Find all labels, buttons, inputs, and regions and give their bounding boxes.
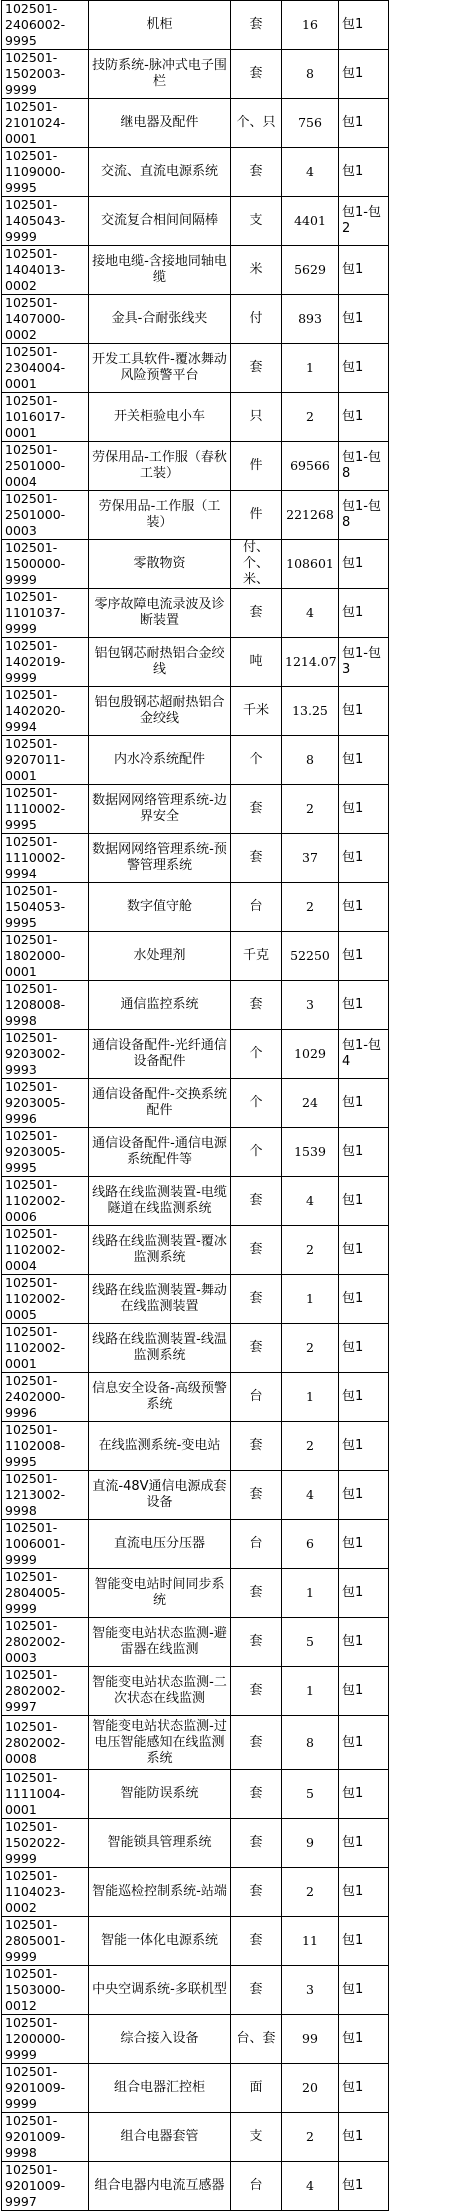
quantity-cell: 1	[282, 344, 339, 393]
material-name-cell: 智能锁具管理系统	[89, 1819, 231, 1868]
table-row	[2, 1917, 389, 1966]
material-name-cell: 金具-合耐张线夹	[89, 295, 231, 344]
material-name-cell: 机柜	[89, 1, 231, 50]
material-code-cell: 102501-1016017-0001	[2, 393, 89, 442]
table-row	[2, 393, 389, 442]
quantity-cell: 37	[282, 834, 339, 883]
material-code-cell: 102501-2802002-9997	[2, 1667, 89, 1716]
quantity-cell: 1214.07	[282, 638, 339, 687]
material-code-cell: 102501-1502003-9999	[2, 50, 89, 99]
material-code-cell: 102501-9201009-9998	[2, 2113, 89, 2162]
table-row	[2, 981, 389, 1030]
material-code-cell: 102501-1102002-0005	[2, 1275, 89, 1324]
table-row	[2, 2162, 389, 2211]
material-name-cell: 数字值守舱	[89, 883, 231, 932]
package-cell: 包1	[339, 1128, 389, 1177]
table-row	[2, 1667, 389, 1716]
unit-cell: 米	[231, 246, 282, 295]
material-code-cell: 102501-1102002-0004	[2, 1226, 89, 1275]
material-name-cell: 智能变电站状态监测-过电压智能感知在线监测系统	[89, 1716, 231, 1770]
package-cell: 包1	[339, 1667, 389, 1716]
table-row	[2, 99, 389, 148]
material-code-cell: 102501-1402019-9999	[2, 638, 89, 687]
unit-cell: 套	[231, 1819, 282, 1868]
quantity-cell: 4	[282, 589, 339, 638]
quantity-cell: 756	[282, 99, 339, 148]
material-name-cell: 智能变电站时间同步系统	[89, 1569, 231, 1618]
package-cell: 包1	[339, 1868, 389, 1917]
unit-cell: 套	[231, 1868, 282, 1917]
package-cell: 包1-包4	[339, 1030, 389, 1079]
material-name-cell: 线路在线监测装置-舞动在线监测装置	[89, 1275, 231, 1324]
unit-cell: 套	[231, 981, 282, 1030]
unit-cell: 个、只	[231, 99, 282, 148]
material-table-body	[2, 1, 389, 2211]
unit-cell: 套	[231, 834, 282, 883]
unit-cell: 套	[231, 1, 282, 50]
package-cell: 包1	[339, 1716, 389, 1770]
table-row	[2, 638, 389, 687]
package-cell: 包1	[339, 1569, 389, 1618]
material-name-cell: 线路在线监测装置-覆冰监测系统	[89, 1226, 231, 1275]
material-code-cell: 102501-2802002-0003	[2, 1618, 89, 1667]
table-row	[2, 1569, 389, 1618]
material-code-cell: 102501-1104023-0002	[2, 1868, 89, 1917]
quantity-cell: 2	[282, 393, 339, 442]
unit-cell: 件	[231, 442, 282, 491]
quantity-cell: 1	[282, 1667, 339, 1716]
table-row	[2, 2015, 389, 2064]
unit-cell: 套	[231, 1917, 282, 1966]
material-name-cell: 智能变电站状态监测-二次状态在线监测	[89, 1667, 231, 1716]
unit-cell: 套	[231, 1471, 282, 1520]
table-row	[2, 1226, 389, 1275]
unit-cell: 付、个、米、	[231, 540, 282, 589]
table-row	[2, 736, 389, 785]
package-cell: 包1	[339, 295, 389, 344]
material-code-cell: 102501-1111004-0001	[2, 1770, 89, 1819]
material-code-cell: 102501-1208008-9998	[2, 981, 89, 1030]
material-code-cell: 102501-1102002-0001	[2, 1324, 89, 1373]
table-row	[2, 1275, 389, 1324]
table-row	[2, 1128, 389, 1177]
table-row	[2, 932, 389, 981]
unit-cell: 套	[231, 148, 282, 197]
unit-cell: 面	[231, 2064, 282, 2113]
material-name-cell: 直流电压分压器	[89, 1520, 231, 1569]
package-cell: 包1	[339, 1917, 389, 1966]
package-cell: 包1	[339, 393, 389, 442]
unit-cell: 件	[231, 491, 282, 540]
quantity-cell: 20	[282, 2064, 339, 2113]
unit-cell: 台、套	[231, 2015, 282, 2064]
material-name-cell: 在线监测系统-变电站	[89, 1422, 231, 1471]
package-cell: 包1	[339, 344, 389, 393]
unit-cell: 只	[231, 393, 282, 442]
material-code-cell: 102501-2406002-9995	[2, 1, 89, 50]
material-code-cell: 102501-1500000-9999	[2, 540, 89, 589]
quantity-cell: 2	[282, 2113, 339, 2162]
material-code-cell: 102501-1102008-9995	[2, 1422, 89, 1471]
material-code-cell: 102501-9207011-0001	[2, 736, 89, 785]
material-name-cell: 智能一体化电源系统	[89, 1917, 231, 1966]
table-row	[2, 295, 389, 344]
quantity-cell: 9	[282, 1819, 339, 1868]
table-row	[2, 1520, 389, 1569]
package-cell: 包1	[339, 1520, 389, 1569]
table-row	[2, 1373, 389, 1422]
material-code-cell: 102501-1200000-9999	[2, 2015, 89, 2064]
unit-cell: 套	[231, 589, 282, 638]
table-row	[2, 883, 389, 932]
package-cell: 包1	[339, 932, 389, 981]
package-cell: 包1	[339, 1373, 389, 1422]
package-cell: 包1	[339, 2113, 389, 2162]
material-code-cell: 102501-9201009-9999	[2, 2064, 89, 2113]
unit-cell: 套	[231, 1716, 282, 1770]
table-row	[2, 50, 389, 99]
unit-cell: 支	[231, 197, 282, 246]
material-code-cell: 102501-1110002-9995	[2, 785, 89, 834]
package-cell: 包1-包8	[339, 442, 389, 491]
quantity-cell: 4	[282, 1177, 339, 1226]
table-row	[2, 1, 389, 50]
quantity-cell: 5	[282, 1618, 339, 1667]
material-name-cell: 智能变电站状态监测-避雷器在线监测	[89, 1618, 231, 1667]
package-cell: 包1-包3	[339, 638, 389, 687]
unit-cell: 套	[231, 1667, 282, 1716]
material-code-cell: 102501-1405043-9999	[2, 197, 89, 246]
material-name-cell: 劳保用品-工作服（春秋工装）	[89, 442, 231, 491]
material-code-cell: 102501-9203005-9995	[2, 1128, 89, 1177]
material-table	[1, 0, 389, 2211]
table-row	[2, 1079, 389, 1128]
package-cell: 包1	[339, 1770, 389, 1819]
material-name-cell: 通信设备配件-通信电源系统配件等	[89, 1128, 231, 1177]
package-cell: 包1	[339, 1422, 389, 1471]
package-cell: 包1	[339, 1819, 389, 1868]
unit-cell: 套	[231, 1966, 282, 2015]
package-cell: 包1	[339, 687, 389, 736]
unit-cell: 套	[231, 1569, 282, 1618]
package-cell: 包1	[339, 785, 389, 834]
material-name-cell: 组合电器内电流互感器	[89, 2162, 231, 2211]
table-row	[2, 1770, 389, 1819]
quantity-cell: 52250	[282, 932, 339, 981]
quantity-cell: 893	[282, 295, 339, 344]
material-name-cell: 线路在线监测装置-电缆隧道在线监测系统	[89, 1177, 231, 1226]
quantity-cell: 99	[282, 2015, 339, 2064]
material-code-cell: 102501-2501000-0003	[2, 491, 89, 540]
table-row	[2, 442, 389, 491]
unit-cell: 千米	[231, 687, 282, 736]
package-cell: 包1	[339, 1275, 389, 1324]
material-code-cell: 102501-1102002-0006	[2, 1177, 89, 1226]
quantity-cell: 2	[282, 883, 339, 932]
material-name-cell: 接地电缆-含接地同轴电缆	[89, 246, 231, 295]
unit-cell: 套	[231, 1324, 282, 1373]
material-code-cell: 102501-1802000-0001	[2, 932, 89, 981]
quantity-cell: 221268	[282, 491, 339, 540]
package-cell: 包1	[339, 2162, 389, 2211]
unit-cell: 付	[231, 295, 282, 344]
table-row	[2, 540, 389, 589]
table-row	[2, 1716, 389, 1770]
package-cell: 包1	[339, 148, 389, 197]
unit-cell: 台	[231, 1373, 282, 1422]
quantity-cell: 4	[282, 148, 339, 197]
package-cell: 包1	[339, 99, 389, 148]
package-cell: 包1	[339, 883, 389, 932]
quantity-cell: 8	[282, 736, 339, 785]
material-name-cell: 综合接入设备	[89, 2015, 231, 2064]
unit-cell: 套	[231, 1275, 282, 1324]
material-code-cell: 102501-9203002-9993	[2, 1030, 89, 1079]
package-cell: 包1	[339, 1471, 389, 1520]
table-row	[2, 246, 389, 295]
quantity-cell: 8	[282, 50, 339, 99]
material-name-cell: 线路在线监测装置-线温监测系统	[89, 1324, 231, 1373]
package-cell: 包1	[339, 1324, 389, 1373]
package-cell: 包1	[339, 589, 389, 638]
unit-cell: 台	[231, 2162, 282, 2211]
table-row	[2, 1868, 389, 1917]
quantity-cell: 13.25	[282, 687, 339, 736]
quantity-cell: 5629	[282, 246, 339, 295]
unit-cell: 个	[231, 1079, 282, 1128]
unit-cell: 台	[231, 883, 282, 932]
material-name-cell: 铝包钢芯耐热铝合金绞线	[89, 638, 231, 687]
material-name-cell: 信息安全设备-高级预警系统	[89, 1373, 231, 1422]
table-row	[2, 1471, 389, 1520]
package-cell: 包1	[339, 1, 389, 50]
material-name-cell: 中央空调系统-多联机型	[89, 1966, 231, 2015]
table-row	[2, 1966, 389, 2015]
quantity-cell: 6	[282, 1520, 339, 1569]
package-cell: 包1	[339, 1966, 389, 2015]
unit-cell: 台	[231, 1520, 282, 1569]
unit-cell: 套	[231, 1422, 282, 1471]
material-name-cell: 继电器及配件	[89, 99, 231, 148]
material-code-cell: 102501-1402020-9994	[2, 687, 89, 736]
table-row	[2, 785, 389, 834]
material-code-cell: 102501-2101024-0001	[2, 99, 89, 148]
quantity-cell: 1029	[282, 1030, 339, 1079]
material-name-cell: 通信设备配件-光纤通信设备配件	[89, 1030, 231, 1079]
table-row	[2, 1177, 389, 1226]
material-code-cell: 102501-2805001-9999	[2, 1917, 89, 1966]
material-name-cell: 智能防误系统	[89, 1770, 231, 1819]
quantity-cell: 69566	[282, 442, 339, 491]
material-code-cell: 102501-2804005-9999	[2, 1569, 89, 1618]
material-name-cell: 交流复合相间间隔棒	[89, 197, 231, 246]
material-code-cell: 102501-2802002-0008	[2, 1716, 89, 1770]
table-row	[2, 197, 389, 246]
package-cell: 包1-包8	[339, 491, 389, 540]
table-row	[2, 491, 389, 540]
material-name-cell: 劳保用品-工作服（工装）	[89, 491, 231, 540]
material-name-cell: 水处理剂	[89, 932, 231, 981]
material-code-cell: 102501-2501000-0004	[2, 442, 89, 491]
quantity-cell: 108601	[282, 540, 339, 589]
unit-cell: 套	[231, 785, 282, 834]
quantity-cell: 1539	[282, 1128, 339, 1177]
material-name-cell: 通信设备配件-交换系统配件	[89, 1079, 231, 1128]
package-cell: 包1	[339, 50, 389, 99]
package-cell: 包1	[339, 1177, 389, 1226]
quantity-cell: 2	[282, 1324, 339, 1373]
material-name-cell: 数据网网络管理系统-边界安全	[89, 785, 231, 834]
material-name-cell: 零散物资	[89, 540, 231, 589]
table-row	[2, 589, 389, 638]
unit-cell: 套	[231, 1177, 282, 1226]
material-code-cell: 102501-1006001-9999	[2, 1520, 89, 1569]
quantity-cell: 1	[282, 1373, 339, 1422]
quantity-cell: 4401	[282, 197, 339, 246]
quantity-cell: 2	[282, 1226, 339, 1275]
quantity-cell: 1	[282, 1569, 339, 1618]
material-name-cell: 组合电器汇控柜	[89, 2064, 231, 2113]
table-row	[2, 834, 389, 883]
material-code-cell: 102501-1407000-0002	[2, 295, 89, 344]
unit-cell: 个	[231, 1030, 282, 1079]
material-code-cell: 102501-1110002-9994	[2, 834, 89, 883]
package-cell: 包1	[339, 2064, 389, 2113]
quantity-cell: 8	[282, 1716, 339, 1770]
quantity-cell: 24	[282, 1079, 339, 1128]
table-row	[2, 344, 389, 393]
material-name-cell: 数据网网络管理系统-预警管理系统	[89, 834, 231, 883]
table-row	[2, 687, 389, 736]
quantity-cell: 1	[282, 1275, 339, 1324]
material-code-cell: 102501-1213002-9998	[2, 1471, 89, 1520]
table-row	[2, 1030, 389, 1079]
material-name-cell: 智能巡检控制系统-站端	[89, 1868, 231, 1917]
table-row	[2, 148, 389, 197]
quantity-cell: 3	[282, 981, 339, 1030]
package-cell: 包1	[339, 246, 389, 295]
package-cell: 包1	[339, 540, 389, 589]
unit-cell: 千克	[231, 932, 282, 981]
unit-cell: 个	[231, 736, 282, 785]
unit-cell: 套	[231, 1226, 282, 1275]
unit-cell: 吨	[231, 638, 282, 687]
quantity-cell: 3	[282, 1966, 339, 2015]
material-code-cell: 102501-9203005-9996	[2, 1079, 89, 1128]
table-row	[2, 1324, 389, 1373]
material-code-cell: 102501-1109000-9995	[2, 148, 89, 197]
package-cell: 包1	[339, 1079, 389, 1128]
quantity-cell: 4	[282, 1471, 339, 1520]
material-name-cell: 内水冷系统配件	[89, 736, 231, 785]
material-name-cell: 开关柜验电小车	[89, 393, 231, 442]
table-row	[2, 2064, 389, 2113]
quantity-cell: 2	[282, 785, 339, 834]
package-cell: 包1	[339, 1618, 389, 1667]
material-code-cell: 102501-2402000-9996	[2, 1373, 89, 1422]
quantity-cell: 2	[282, 1422, 339, 1471]
quantity-cell: 16	[282, 1, 339, 50]
unit-cell: 套	[231, 1770, 282, 1819]
unit-cell: 支	[231, 2113, 282, 2162]
package-cell: 包1	[339, 834, 389, 883]
unit-cell: 套	[231, 50, 282, 99]
unit-cell: 个	[231, 1128, 282, 1177]
unit-cell: 套	[231, 344, 282, 393]
unit-cell: 套	[231, 1618, 282, 1667]
material-name-cell: 铝包殷钢芯超耐热铝合金绞线	[89, 687, 231, 736]
material-name-cell: 零序故障电流录波及诊断装置	[89, 589, 231, 638]
package-cell: 包1	[339, 981, 389, 1030]
material-code-cell: 102501-1502022-9999	[2, 1819, 89, 1868]
package-cell: 包1-包2	[339, 197, 389, 246]
table-row	[2, 1819, 389, 1868]
material-code-cell: 102501-1503000-0012	[2, 1966, 89, 2015]
material-code-cell: 102501-1101037-9999	[2, 589, 89, 638]
table-row	[2, 1618, 389, 1667]
quantity-cell: 2	[282, 1868, 339, 1917]
package-cell: 包1	[339, 736, 389, 785]
material-code-cell: 102501-2304004-0001	[2, 344, 89, 393]
quantity-cell: 4	[282, 2162, 339, 2211]
table-row	[2, 1422, 389, 1471]
material-name-cell: 交流、直流电源系统	[89, 148, 231, 197]
material-name-cell: 组合电器套管	[89, 2113, 231, 2162]
package-cell: 包1	[339, 1226, 389, 1275]
material-name-cell: 通信监控系统	[89, 981, 231, 1030]
material-name-cell: 直流-48V通信电源成套设备	[89, 1471, 231, 1520]
package-cell: 包1	[339, 2015, 389, 2064]
material-code-cell: 102501-9201009-9997	[2, 2162, 89, 2211]
quantity-cell: 5	[282, 1770, 339, 1819]
material-name-cell: 技防系统-脉冲式电子围栏	[89, 50, 231, 99]
table-row	[2, 2113, 389, 2162]
material-name-cell: 开发工具软件-覆冰舞动风险预警平台	[89, 344, 231, 393]
material-code-cell: 102501-1504053-9995	[2, 883, 89, 932]
material-code-cell: 102501-1404013-0002	[2, 246, 89, 295]
quantity-cell: 11	[282, 1917, 339, 1966]
